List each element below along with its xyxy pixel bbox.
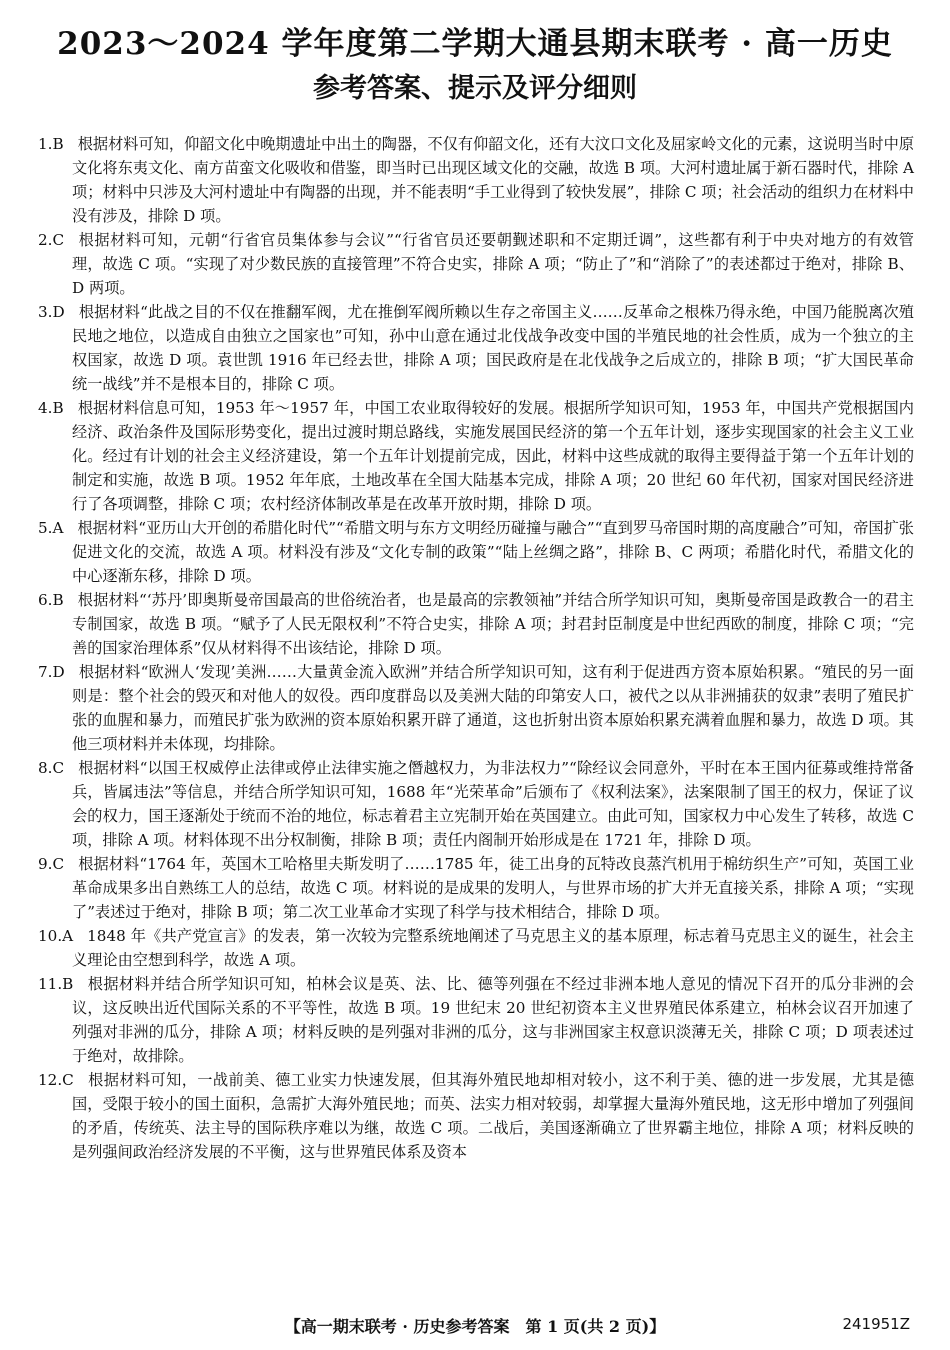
answer-number: 12. [38, 1071, 63, 1089]
page-title: 2023～2024 学年度第二学期大通县期末联考 · 高一历史 [57, 26, 893, 62]
answer-explanation: 根据材料“亚历山大开创的希腊化时代”“希腊文明与东方文明经历碰撞与融合”“直到罗马帝国时期的高度融合”可知，帝国扩张促进文化的交流，故选 A 项。材料没有涉及“文化专制的政策”“陆上丝绸之路”，排除 B、C 两项；希腊化时代，希腊文化的中心逐渐东移，排除 D 项。 [72, 519, 914, 585]
answer-key: C [52, 759, 65, 777]
answer-item [38, 300, 914, 396]
answer-number: 2. [38, 231, 53, 249]
answer-explanation: 根据材料“此战之目的不仅在推翻军阀，尤在推倒军阀所赖以生存之帝国主义……反革命之根株乃得永绝，中国乃能脱离次殖民地之地位，以造成自由独立之国家也”可知，孙中山意在通过北伐战争改变中国的半殖民地的社会性质，成为一个独立的主权国家，故选 D 项。袁世凯 1916 年已经去世，排除 A 项；国民政府是在北伐战争之后成立的，排除 B 项；“扩大国民革命统一战线”并不是根本目的，排除 C 项。 [72, 303, 914, 393]
answer-explanation: 根据材料可知，仰韶文化中晚期遗址中出土的陶器，不仅有仰韶文化，还有大汶口文化及屈家岭文化的元素，这说明当时中原文化将东夷文化、南方苗蛮文化吸收和借鉴，即当时已出现区域文化的交融，故选 B 项。大河村遗址属于新石器时代，排除 A 项；材料中只涉及大河村遗址中有陶器的出现，并不能表明“手工业得到了较快发展”，排除 C 项；社会活动的组织力在材料中没有涉及，排除 D 项。 [72, 135, 914, 225]
answer-item [38, 588, 914, 660]
answer-item [38, 972, 914, 1068]
answer-key: B [52, 591, 64, 609]
answer-item [38, 1068, 914, 1164]
answer-explanation: 根据材料“1764 年，英国木工哈格里夫斯发明了……1785 年，徒工出身的瓦特改良蒸汽机用于棉纺织生产”可知，英国工业革命成果多出自熟练工人的总结，故选 C 项。材料说的是成果的发明人，与世界市场的扩大并无直接关系，排除 A 项；“实现了”表述过于绝对，排除 B 项；第二次工业革命才实现了科学与技术相结合，排除 D 项。 [72, 855, 914, 921]
answer-key: A [62, 927, 74, 945]
answer-number: 8. [38, 759, 53, 777]
answer-item [38, 660, 914, 756]
answer-number: 6. [38, 591, 53, 609]
answer-number: 3. [38, 303, 53, 321]
answer-key: B [52, 399, 64, 417]
answer-explanation: 根据材料并结合所学知识可知，柏林会议是英、法、比、德等列强在不经过非洲本地人意见的情况下召开的瓜分非洲的会议，这反映出近代国际关系的不平等性，故选 B 项。19 世纪末 20 世纪初资本主义世界殖民体系建立，柏林会议召开加速了列强对非洲的瓜分，排除 A 项；材料反映的是列强对非洲的瓜分，这与非洲国家主权意识淡薄无关，排除 C 项；D 项表述过于绝对，故排除。 [72, 975, 914, 1065]
answer-key: B [52, 135, 64, 153]
answer-item [38, 396, 914, 516]
answer-key: C [62, 1071, 74, 1089]
answer-explanation: 1848 年《共产党宣言》的发表，第一次较为完整系统地阐述了马克思主义的基本原理，标志着马克思主义的诞生，社会主义理论由空想到科学，故选 A 项。 [72, 927, 914, 969]
answer-key: C [52, 855, 65, 873]
answer-item [38, 228, 914, 300]
answer-explanation: 根据材料“欧洲人‘发现’美洲……大量黄金流入欧洲”并结合所学知识可知，这有利于促进西方资本原始积累。“殖民的另一面则是：整个社会的毁灭和对他人的奴役。西印度群岛以及美洲大陆的印第安人口，被代之以从非洲捕获的奴隶”表明了殖民扩张的血腥和暴力，而殖民扩张为欧洲的资本原始积累开辟了通道，这也折射出资本原始积累充满着血腥和暴力，故选 D 项。其他三项材料并未体现，均排除。 [72, 663, 914, 753]
answer-key: D [52, 303, 65, 321]
footer-page-info: 【高一期末联考 · 历史参考答案 第 1 页(共 2 页)】 [284, 1317, 666, 1336]
answer-item [38, 756, 914, 852]
answer-number: 11. [38, 975, 63, 993]
answer-number: 5. [38, 519, 53, 537]
answer-explanation: 根据材料“‘苏丹’即奥斯曼帝国最高的世俗统治者，也是最高的宗教领袖”并结合所学知识可知，奥斯曼帝国是政教合一的君主专制国家，故选 B 项。“赋予了人民无限权利”不符合史实，排除 A 项；封君封臣制度是中世纪西欧的制度，排除 C 项；“完善的国家治理体系”仅从材料得不出该结论，排除 D 项。 [72, 591, 914, 657]
answer-number: 9. [38, 855, 53, 873]
answer-item [38, 516, 914, 588]
answer-number: 1. [38, 135, 53, 153]
answer-key: D [52, 663, 65, 681]
page-subtitle: 参考答案、提示及评分细则 [313, 73, 637, 104]
answer-number: 10. [38, 927, 63, 945]
answer-list [38, 132, 914, 1164]
answer-explanation: 根据材料可知，一战前美、德工业实力快速发展，但其海外殖民地却相对较小，这不利于美、德的进一步发展，尤其是德国，受限于较小的国土面积，急需扩大海外殖民地；而英、法实力相对较弱，却掌握大量海外殖民地，这无形中增加了列强间的矛盾，传统英、法主导的国际秩序难以为继，故选 C 项。二战后，美国逐渐确立了世界霸主地位，排除 A 项；材料反映的是列强间政治经济发展的不平衡，这与世界殖民体系及资本 [72, 1071, 914, 1161]
footer-code: 241951Z [842, 1315, 910, 1333]
answer-number: 7. [38, 663, 53, 681]
answer-item [38, 132, 914, 228]
answer-explanation: 根据材料可知，元朝“行省官员集体参与会议”“行省官员还要朝觐述职和不定期迁调”，这些都有利于中央对地方的有效管理，故选 C 项。“实现了对少数民族的直接管理”不符合史实，排除 A 项；“防止了”和“消除了”的表述都过于绝对，排除 B、D 两项。 [72, 231, 914, 297]
answer-explanation: 根据材料信息可知，1953 年～1957 年，中国工农业取得较好的发展。根据所学知识可知，1953 年，中国共产党根据国内经济、政治条件及国际形势变化，提出过渡时期总路线，实施发展国民经济的第一个五年计划，逐步实现国家的社会主义工业化。经过有计划的社会主义经济建设，第一个五年计划提前完成，因此，材料中这些成就的取得主要得益于第一个五年计划的制定和实施，故选 B 项。1952 年年底，土地改革在全国大陆基本完成，排除 A 项；20 世纪 60 年代初，国家对国民经济进行了各项调整，排除 C 项；农村经济体制改革是在改革开放时期，排除 D 项。 [72, 399, 914, 513]
answer-key: B [62, 975, 74, 993]
answer-item [38, 852, 914, 924]
answer-key: C [52, 231, 65, 249]
answer-number: 4. [38, 399, 53, 417]
answer-explanation: 根据材料“以国王权威停止法律或停止法律实施之僭越权力，为非法权力”“除经议会同意外，平时在本王国内征募或维持常备兵，皆属违法”等信息，并结合所学知识可知，1688 年“光荣革命”后颁布了《权利法案》，法案限制了国王的权力，保证了议会的权力，国王逐渐处于统而不治的地位，标志着君主立宪制开始在英国建立。由此可知，国家权力中心发生了转移，故选 C 项，排除 A 项。材料体现不出分权制衡，排除 B 项；责任内阁制开始形成是在 1721 年，排除 D 项。 [72, 759, 914, 849]
page-footer [0, 1314, 950, 1342]
answer-item [38, 924, 914, 972]
answer-key: A [52, 519, 64, 537]
